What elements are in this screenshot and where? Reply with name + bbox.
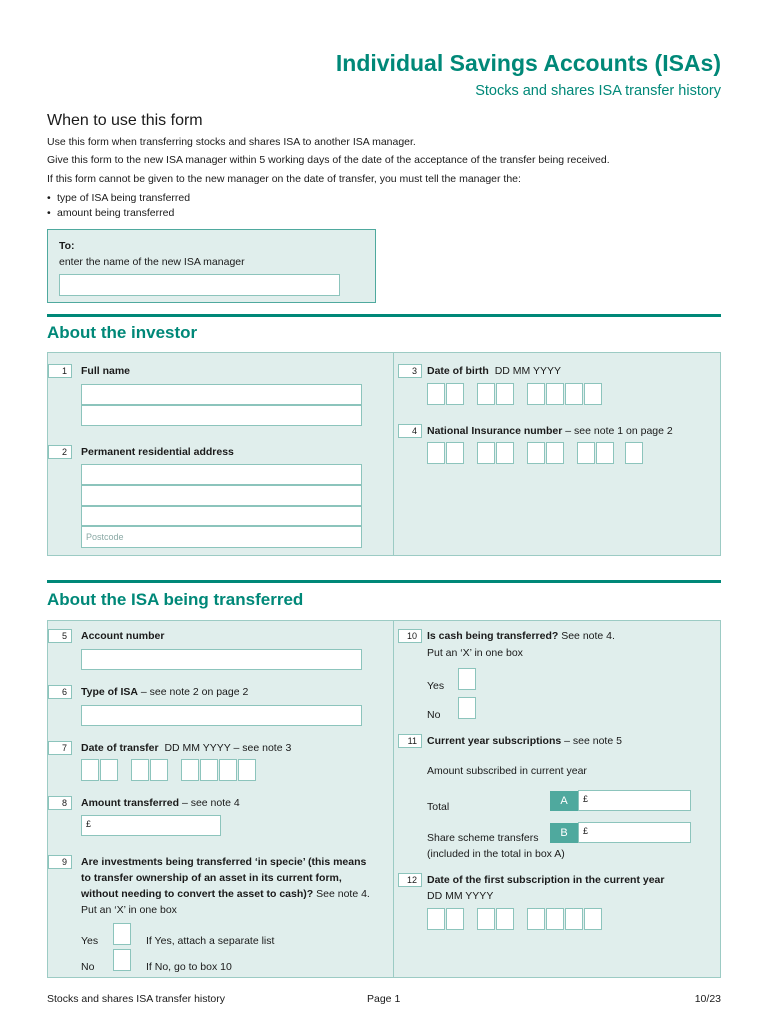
full-name-label: Full name <box>81 365 131 377</box>
postcode-field[interactable]: Postcode <box>81 526 362 548</box>
ni-number-label: National Insurance number – see note 1 on page 2 <box>427 425 673 437</box>
account-number-field[interactable] <box>81 649 362 670</box>
dob-day-digit-2[interactable] <box>446 383 464 405</box>
transfer-year-digit-1[interactable] <box>181 759 199 781</box>
transfer-month-digit-2[interactable] <box>150 759 168 781</box>
question-number-1: 1 <box>48 364 72 378</box>
isa-type-field[interactable] <box>81 705 362 726</box>
section-rule-isa <box>47 580 721 583</box>
dob-month-digit-1[interactable] <box>477 383 495 405</box>
question-number-5: 5 <box>48 629 72 643</box>
in-specie-yes-label: Yes <box>81 935 99 947</box>
share-scheme-transfers-label: Share scheme transfers <box>427 832 539 844</box>
investor-panel <box>47 352 721 556</box>
isa-section-heading: About the ISA being transferred <box>47 590 304 609</box>
transfer-year-digit-3[interactable] <box>219 759 237 781</box>
question-number-6: 6 <box>48 685 72 699</box>
question-number-3: 3 <box>398 364 422 378</box>
question-number-11: 11 <box>398 734 422 748</box>
dob-month-digit-2[interactable] <box>496 383 514 405</box>
to-label: To: <box>59 240 75 252</box>
cash-transfer-instruction: Put an ‘X’ in one box <box>427 647 523 659</box>
ni-digit-2[interactable] <box>446 442 464 464</box>
question-number-9: 9 <box>48 855 72 869</box>
in-specie-yes-note: If Yes, attach a separate list <box>146 935 275 947</box>
to-help-text: enter the name of the new ISA manager <box>59 256 245 268</box>
cash-transfer-label: Is cash being transferred? See note 4. <box>427 630 615 642</box>
ni-digit-9[interactable] <box>625 442 643 464</box>
amount-subscribed-label: Amount subscribed in current year <box>427 765 587 777</box>
transfer-year-digit-2[interactable] <box>200 759 218 781</box>
share-scheme-transfers-field[interactable]: £ <box>578 822 691 843</box>
intro-bullet-2: • amount being transferred <box>47 207 174 219</box>
amount-transferred-label: Amount transferred – see note 4 <box>81 797 240 809</box>
dob-year-digit-1[interactable] <box>527 383 545 405</box>
ni-digit-7[interactable] <box>577 442 595 464</box>
question-number-8: 8 <box>48 796 72 810</box>
first-subscription-hint: DD MM YYYY <box>427 890 494 902</box>
investor-section-heading: About the investor <box>47 323 198 342</box>
when-to-use-heading: When to use this form <box>47 112 203 129</box>
question-number-12: 12 <box>398 873 422 887</box>
address-field-line-2[interactable] <box>81 485 362 506</box>
cash-no-checkbox[interactable] <box>458 697 476 719</box>
ni-digit-8[interactable] <box>596 442 614 464</box>
transfer-year-digit-4[interactable] <box>238 759 256 781</box>
box-a-marker: A <box>550 791 578 811</box>
footer-version-date: 10/23 <box>694 993 721 1005</box>
ni-digit-1[interactable] <box>427 442 445 464</box>
current-year-subscriptions-label: Current year subscriptions – see note 5 <box>427 735 622 747</box>
dob-year-digit-4[interactable] <box>584 383 602 405</box>
footer-page-number: Page 1 <box>367 993 401 1005</box>
ni-digit-4[interactable] <box>496 442 514 464</box>
first-subscription-label: Date of the first subscription in the current year <box>427 874 665 886</box>
ni-digit-5[interactable] <box>527 442 545 464</box>
first-sub-month-digit-1[interactable] <box>477 908 495 930</box>
transfer-date-label: Date of transfer DD MM YYYY – see note 3 <box>81 742 292 754</box>
total-label: Total <box>427 801 450 813</box>
in-specie-no-label: No <box>81 961 95 973</box>
box-b-marker: B <box>550 823 578 843</box>
to-manager-box <box>47 229 376 303</box>
first-sub-month-digit-2[interactable] <box>496 908 514 930</box>
first-sub-year-digit-4[interactable] <box>584 908 602 930</box>
in-specie-question-line-3: without needing to convert the asset to cash)? See note 4. <box>81 888 370 900</box>
first-sub-year-digit-1[interactable] <box>527 908 545 930</box>
footer-form-name: Stocks and shares ISA transfer history <box>47 993 225 1005</box>
intro-paragraph-3: If this form cannot be given to the new manager on the date of transfer, you must tell the manager the: <box>47 173 521 185</box>
new-isa-manager-field[interactable] <box>59 274 340 296</box>
in-specie-question-line-2: to transfer ownership of an asset in its current form, <box>81 872 342 884</box>
first-sub-year-digit-3[interactable] <box>565 908 583 930</box>
transfer-day-digit-1[interactable] <box>81 759 99 781</box>
isa-type-label: Type of ISA – see note 2 on page 2 <box>81 686 249 698</box>
address-field-line-3[interactable] <box>81 506 362 526</box>
first-sub-day-digit-2[interactable] <box>446 908 464 930</box>
dob-label: Date of birth DD MM YYYY <box>427 365 562 377</box>
account-number-label: Account number <box>81 630 165 642</box>
address-label: Permanent residential address <box>81 446 234 458</box>
cash-yes-label: Yes <box>427 680 445 692</box>
isa-panel <box>47 620 721 978</box>
dob-year-digit-2[interactable] <box>546 383 564 405</box>
ni-digit-6[interactable] <box>546 442 564 464</box>
question-number-7: 7 <box>48 741 72 755</box>
form-subtitle: Stocks and shares ISA transfer history <box>475 83 721 99</box>
in-specie-no-checkbox[interactable] <box>113 949 131 971</box>
question-number-10: 10 <box>398 629 422 643</box>
dob-year-digit-3[interactable] <box>565 383 583 405</box>
in-specie-instruction: Put an ‘X’ in one box <box>81 904 177 916</box>
intro-paragraph-1: Use this form when transferring stocks and shares ISA to another ISA manager. <box>47 136 416 148</box>
section-rule-investor <box>47 314 721 317</box>
in-specie-yes-checkbox[interactable] <box>113 923 131 945</box>
dob-day-digit-1[interactable] <box>427 383 445 405</box>
cash-yes-checkbox[interactable] <box>458 668 476 690</box>
full-name-field-line-2[interactable] <box>81 405 362 426</box>
form-title: Individual Savings Accounts (ISAs) <box>335 50 721 76</box>
address-field-line-1[interactable] <box>81 464 362 485</box>
intro-paragraph-2: Give this form to the new ISA manager within 5 working days of the date of the acceptance of the transfer being received. <box>47 154 610 166</box>
full-name-field-line-1[interactable] <box>81 384 362 405</box>
question-number-2: 2 <box>48 445 72 459</box>
ni-digit-3[interactable] <box>477 442 495 464</box>
amount-transferred-field[interactable]: £ <box>81 815 221 836</box>
transfer-month-digit-1[interactable] <box>131 759 149 781</box>
intro-bullet-1: • type of ISA being transferred <box>47 192 190 204</box>
in-specie-no-note: If No, go to box 10 <box>146 961 232 973</box>
first-sub-year-digit-2[interactable] <box>546 908 564 930</box>
in-specie-question-line-1: Are investments being transferred ‘in specie’ (this means <box>81 856 367 868</box>
panel-divider <box>393 353 394 555</box>
total-subscribed-field[interactable]: £ <box>578 790 691 811</box>
first-sub-day-digit-1[interactable] <box>427 908 445 930</box>
panel-divider <box>393 621 394 977</box>
question-number-4: 4 <box>398 424 422 438</box>
share-scheme-note: (included in the total in box A) <box>427 848 565 860</box>
cash-no-label: No <box>427 709 441 721</box>
transfer-day-digit-2[interactable] <box>100 759 118 781</box>
